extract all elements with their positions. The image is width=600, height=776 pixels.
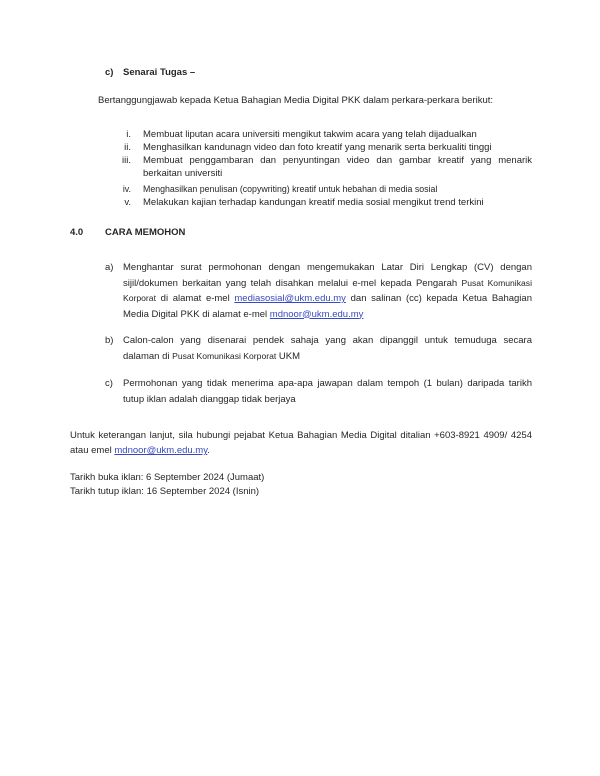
- text-segment: atau emel: [70, 445, 115, 456]
- text-segment: Calon-calon yang disenarai pendek sahaja yang akan dipanggil untuk temuduga secara: [123, 335, 532, 346]
- item-marker: b): [105, 335, 114, 346]
- text-segment: Untuk keterangan lanjut, sila hubungi pejabat Ketua Bahagian Media Digital ditalian +603-8921 4909/ 4254: [70, 430, 532, 441]
- paragraph-line: berkaitan universiti: [143, 168, 223, 179]
- paragraph-line: [123, 260, 532, 276]
- advert-dates: [70, 471, 532, 499]
- task-text: Melakukan kajian terhadap kandungan kreatif media sosial mengikut trend terkini: [143, 197, 484, 208]
- paragraph-line: [123, 276, 532, 292]
- paragraph-line: [123, 392, 532, 408]
- task-item-v: [98, 196, 532, 209]
- text-segment: Pusat Komunikasi: [461, 277, 532, 288]
- paragraph-line: [123, 376, 532, 392]
- tasks-list: [98, 128, 532, 209]
- task-item-i: [98, 128, 532, 141]
- text-segment: Pusat Komunikasi Korporat: [172, 350, 277, 361]
- text-segment: tutup iklan adalah dianggap tidak berjaya: [123, 393, 296, 405]
- email-link-mdnoor-contact[interactable]: mdnoor@ukm.edu.my: [114, 445, 208, 456]
- paragraph-line: Membuat penggambaran dan penyuntingan video dan gambar kreatif yang menarik: [143, 155, 532, 166]
- roman-numeral: iii.: [122, 155, 131, 166]
- item-body: [123, 260, 532, 322]
- contact-note: [70, 428, 532, 458]
- email-link-mdnoor[interactable]: mdnoor@ukm.edu.my: [269, 308, 364, 320]
- paragraph-line: [70, 443, 532, 458]
- tasks-heading-marker: c): [105, 67, 114, 78]
- task-item-iv: [98, 183, 532, 196]
- section-title: CARA MEMOHON: [105, 227, 186, 238]
- document-content: [70, 0, 532, 499]
- apply-item-c: [70, 376, 532, 407]
- text-segment: .: [207, 445, 210, 456]
- tasks-heading-title: Senarai Tugas –: [123, 67, 196, 78]
- text-segment: UKM: [276, 350, 301, 362]
- apply-item-a: [70, 260, 532, 322]
- paragraph-line: [123, 333, 532, 349]
- text-segment: dalaman di: [123, 350, 173, 362]
- task-item-iii: [98, 154, 532, 180]
- text-segment: Menghantar surat permohonan dengan mengemukakan Latar Diri Lengkap (CV) dengan: [123, 262, 532, 273]
- roman-numeral: ii.: [124, 142, 131, 153]
- tasks-intro: Bertanggungjawab kepada Ketua Bahagian Media Digital PKK dalam perkara-perkara berikut:: [98, 95, 494, 106]
- task-item-ii: [98, 141, 532, 154]
- item-marker: c): [105, 378, 113, 389]
- task-text: Menghasilkan kandunagn video dan foto kreatif yang menarik serta berkualiti tinggi: [143, 142, 492, 153]
- roman-numeral: v.: [124, 197, 131, 208]
- date-open: Tarikh buka iklan: 6 September 2024 (Jumaat): [70, 472, 265, 483]
- roman-numeral: iv.: [122, 184, 131, 194]
- date-close: Tarikh tutup iklan: 16 September 2024 (Isnin): [70, 486, 260, 497]
- roman-numeral: i.: [126, 129, 131, 140]
- text-segment: di alamat e-mel: [155, 293, 235, 304]
- section-number: 4.0: [70, 227, 84, 238]
- section-heading-cara-memohon: [70, 226, 532, 239]
- text-segment: Korporat: [123, 293, 156, 303]
- item-body: [123, 333, 532, 364]
- item-body: [123, 376, 532, 407]
- text-segment: Media Digital PKK di alamat e-mel: [123, 308, 270, 320]
- paragraph-line: [123, 307, 532, 323]
- paragraph-line: [70, 428, 532, 443]
- apply-item-b: [70, 333, 532, 364]
- task-text: [143, 154, 532, 180]
- tasks-heading: [105, 66, 532, 79]
- item-marker: a): [105, 262, 114, 273]
- text-segment: sijil/dokumen berkaitan yang telah disahkan melalui e-mel kepada Pengarah: [123, 277, 462, 289]
- email-link-mediasosial[interactable]: mediasosial@ukm.edu.my: [234, 293, 346, 304]
- text-segment: dan salinan (cc) kepada Ketua Bahagian: [345, 293, 532, 304]
- paragraph-line: [123, 349, 532, 365]
- text-segment: Permohonan yang tidak menerima apa-apa jawapan dalam tempoh (1 bulan) daripada tarikh: [123, 378, 532, 389]
- paragraph-line: [123, 291, 532, 307]
- task-text: Membuat liputan acara universiti mengikut takwim acara yang telah dijadualkan: [143, 129, 477, 140]
- task-text: Menghasilkan penulisan (copywriting) kreatif untuk hebahan di media sosial: [143, 184, 438, 194]
